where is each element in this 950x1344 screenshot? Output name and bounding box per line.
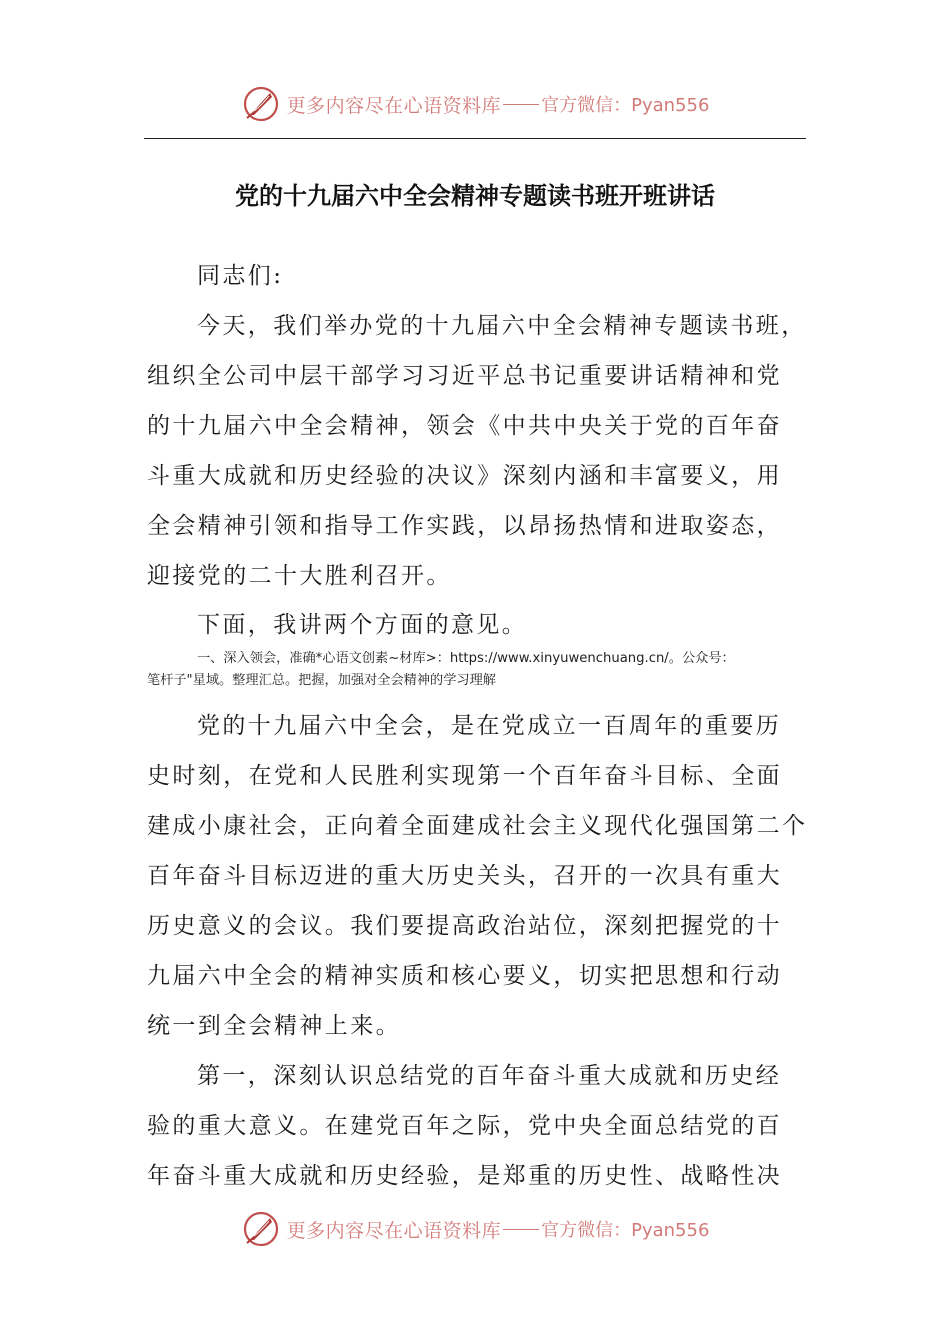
body-line: 党的十九届六中全会，是在党成立一百周年的重要历 [197,713,782,739]
document-title: 党的十九届六中全会精神专题读书班开班讲话 [235,182,715,210]
body-line: 历史意义的会议。我们要提高政治站位，深刻把握党的十 [147,913,782,939]
body-line: 百年奋斗目标迈进的重大历史关头，召开的一次具有重大 [147,863,782,889]
salutation: 同志们: [197,263,284,289]
body-line: 迎接党的二十大胜利召开。 [147,563,452,589]
quill-logo-icon [241,1209,281,1249]
body-line: 组织全公司中层干部学习习近平总书记重要讲话精神和党 [147,363,782,389]
section-heading-small: 笔杆子"星域。整理汇总。把握，加强对全会精神的学习理解 [147,673,496,688]
section-heading-small: 一、深入领会，准确*心语文创素~材库>：https://www.xinyuwenchuang.cn/。公众号： [197,651,735,666]
watermark-separator [503,104,539,105]
body-line: 下面，我讲两个方面的意见。 [197,612,528,638]
watermark-wechat: 官方微信：Pyan556 [541,95,710,116]
watermark-brand: 更多内容尽在心语资料库 [286,1219,502,1242]
body-line: 九届六中全会的精神实质和核心要义，切实把思想和行动 [147,963,782,989]
watermark-separator [503,1229,539,1230]
watermark-brand: 更多内容尽在心语资料库 [286,94,502,117]
body-line: 的十九届六中全会精神，领会《中共中央关于党的百年奋 [147,413,782,439]
body-line: 建成小康社会，正向着全面建成社会主义现代化强国第二个 [147,813,808,839]
body-line: 今天，我们举办党的十九届六中全会精神专题读书班， [197,313,807,339]
quill-logo-icon [241,84,281,124]
body-line: 统一到全会精神上来。 [147,1013,401,1039]
header-watermark [0,84,950,124]
body-line: 史时刻，在党和人民胜利实现第一个百年奋斗目标、全面 [147,763,782,789]
body-line: 验的重大意义。在建党百年之际，党中央全面总结党的百 [147,1113,782,1139]
watermark-wechat: 官方微信：Pyan556 [541,1220,710,1241]
body-line: 斗重大成就和历史经验的决议》深刻内涵和丰富要义，用 [147,463,782,489]
body-line: 年奋斗重大成就和历史经验，是郑重的历史性、战略性决 [147,1163,782,1189]
footer-watermark [0,1209,950,1249]
body-line: 全会精神引领和指导工作实践，以昂扬热情和进取姿态， [147,513,782,539]
header-rule [144,138,806,139]
body-line: 第一，深刻认识总结党的百年奋斗重大成就和历史经 [197,1063,782,1089]
